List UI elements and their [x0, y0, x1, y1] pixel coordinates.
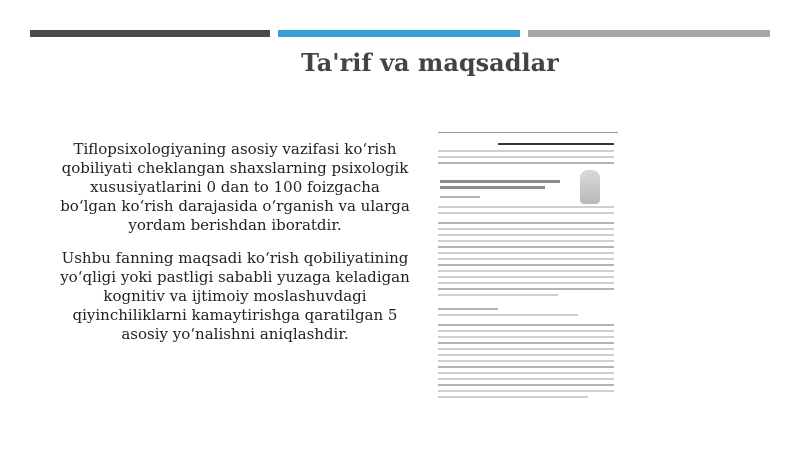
accent-bar-gray — [528, 30, 770, 37]
document-thumbnail-image — [438, 132, 618, 404]
goals-paragraph: Ushbu fanning maqsadi ko‘rish qobiliyatining yo‘qligi yoki pastligi sababli yuzaga keladigan kognitiv va ijtimoiy moslashuvdagi qiyinchiliklarni kamaytirishga qaratilgan 5 asosiy yo‘nalishni aniqlashdir. — [60, 249, 410, 343]
accent-bar-dark — [30, 30, 270, 37]
definition-paragraph: Tiflopsixologiyaning asosiy vazifasi ko‘rish qobiliyati cheklangan shaxslarning psixologik xususiyatlarini 0 dan to 100 foizgacha bo‘lgan ko‘rish darajasida o‘rganish va ularga yordam berishdan iboratdir. — [60, 140, 410, 234]
figure-icon — [580, 170, 600, 204]
accent-bar-blue — [278, 30, 520, 37]
slide-title: Ta'rif va maqsadlar — [301, 48, 559, 77]
